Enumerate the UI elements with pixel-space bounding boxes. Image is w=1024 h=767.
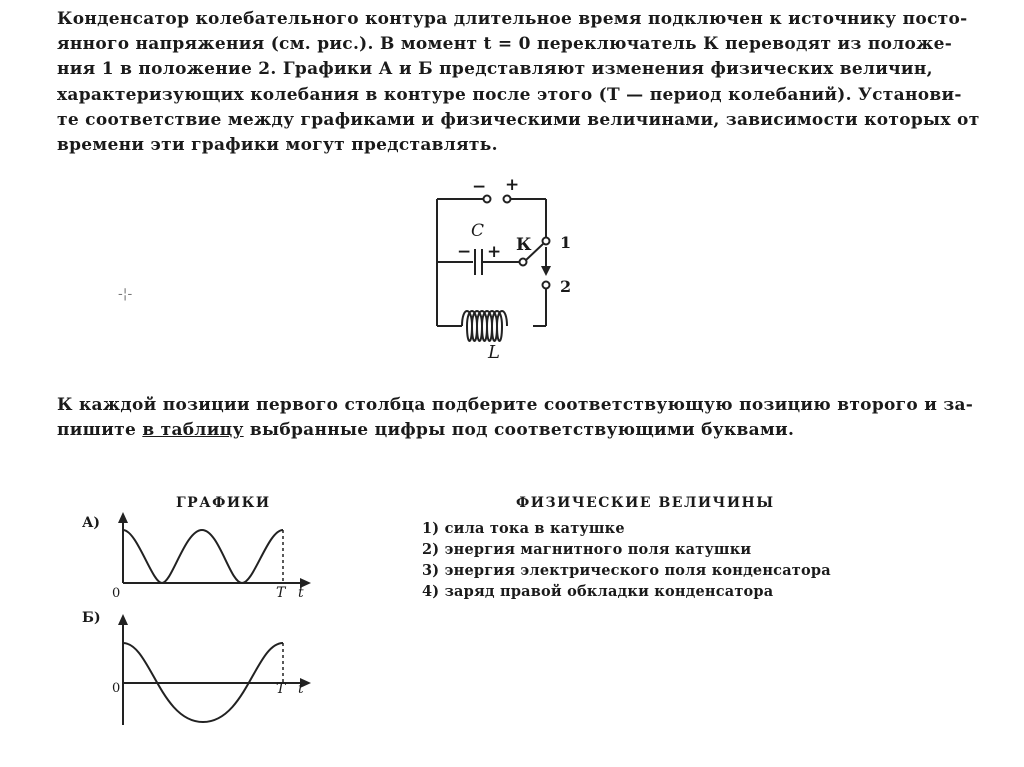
problem-line: времени эти графики могут представлять. [57, 135, 498, 155]
graph-b-t-label: t [298, 681, 304, 697]
inductor-label: L [488, 342, 500, 363]
problem-line: янного напряжения (см. рис.). В момент t = 0 переключатель К переводят из положе- [57, 34, 953, 54]
source-plus-label: + [505, 175, 520, 195]
graph-b-zero: 0 [112, 681, 121, 696]
graph-b-T-label: T [276, 681, 286, 697]
switch-label: К [516, 235, 532, 255]
capacitor-plus-label: + [487, 242, 502, 262]
cursor-crosshair-icon: -¦- [118, 286, 133, 302]
problem-line: характеризующих колебания в контуре после этого (T — период колебаний). Установи- [57, 85, 962, 105]
source-minus-label: − [472, 177, 487, 197]
table-link[interactable]: в таблицу [142, 420, 244, 440]
graph-a-T-label: T [276, 585, 286, 601]
list-item: 2) энергия магнитного поля катушки [422, 541, 752, 558]
problem-line: Конденсатор колебательного контура длительное время подключен к источнику посто- [57, 9, 968, 29]
problem-line: те соответствие между графиками и физическими величинами, зависимости которых от [57, 110, 980, 130]
capacitor-minus-label: − [457, 242, 472, 262]
capacitor-label: C [471, 221, 485, 241]
graph-a-t-label: t [298, 585, 304, 601]
graph-b-label: Б) [82, 610, 101, 626]
graph-b-y-arrow [118, 614, 128, 625]
problem-line: ния 1 в положение 2. Графики А и Б представляют изменения физических величин, [57, 59, 933, 79]
position-1-label: 1 [560, 233, 572, 252]
list-item: 4) заряд правой обкладки конденсатора [422, 583, 774, 600]
graph-a-label: А) [82, 515, 101, 531]
quantities-heading: ФИЗИЧЕСКИЕ ВЕЛИЧИНЫ [516, 495, 775, 511]
graphs-heading: ГРАФИКИ [176, 495, 271, 511]
position-2-label: 2 [560, 277, 572, 296]
instruction-line: К каждой позиции первого столбца подберите соответствующую позицию второго и за- [57, 395, 974, 415]
instruction-line: пишите в таблицу выбранные цифры под соответствующими буквами. [57, 420, 795, 440]
graph-a-zero: 0 [112, 586, 121, 601]
list-item: 3) энергия электрического поля конденсатора [422, 562, 831, 579]
list-item: 1) сила тока в катушке [422, 520, 625, 537]
